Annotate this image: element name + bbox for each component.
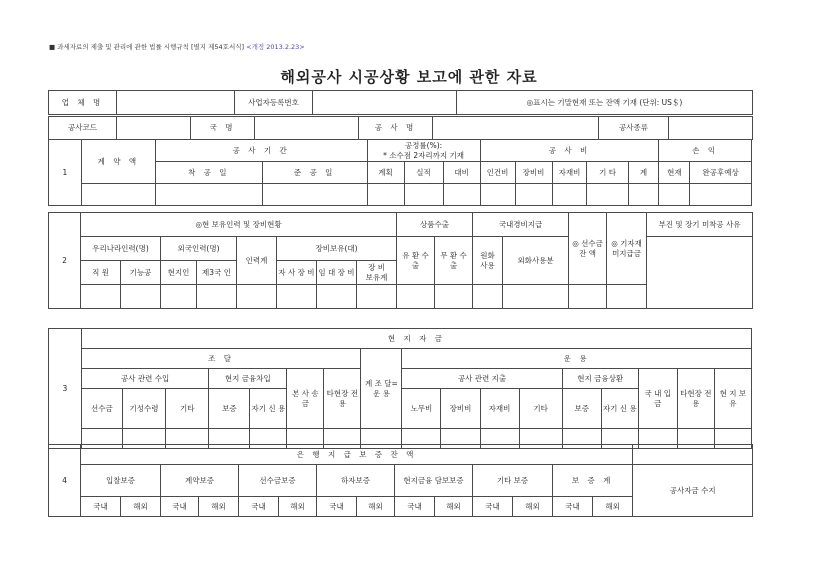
actual-field[interactable] [404, 184, 443, 206]
current-label: 현재 [659, 162, 690, 184]
revision-note: <개정 2013.2.23> [246, 43, 305, 51]
equip-total-field[interactable] [357, 285, 397, 309]
advance-bond-label: 선수금보증 [239, 465, 317, 497]
project-code-field[interactable] [117, 117, 191, 140]
third-country-field[interactable] [197, 285, 237, 309]
local-finance-bond-overseas: 해외 [435, 497, 473, 517]
bid-bond-overseas: 해외 [121, 497, 161, 517]
project-expense-label: 공사 관련 지출 [402, 369, 562, 389]
technician-label: 기능공 [121, 261, 161, 285]
employee-field[interactable] [81, 285, 121, 309]
section-3-local-funds [48, 328, 752, 449]
expected-label: 완공후예상 [690, 162, 752, 184]
contract-amount-label: 계 약 액 [81, 140, 155, 184]
country-label: 국 명 [191, 117, 255, 140]
procurement-label: 조 달 [81, 349, 360, 369]
fx-remit-field[interactable] [503, 285, 569, 309]
advance-label: 선수금 [81, 389, 122, 429]
won-use-field[interactable] [473, 285, 503, 309]
project-name-field[interactable] [433, 117, 599, 140]
section-1-contract [48, 139, 752, 206]
law-reference-text: ■ 과세자료의 제출 및 관리에 관한 법률 시행규칙 [별지 제54호서식] [49, 43, 245, 51]
korean-staff-label: 우리나라인력(명) [81, 237, 161, 261]
paid-export-label: 유 환 수 출 [397, 237, 435, 285]
end-date-field[interactable] [262, 184, 367, 206]
contract-amount-field[interactable] [81, 184, 155, 206]
company-name-field[interactable] [117, 91, 235, 115]
operation-label: 운 용 [402, 349, 752, 369]
project-income-label: 공사 관련 수입 [81, 369, 208, 389]
other-cost-label: 기 타 [587, 162, 628, 184]
leased-equip-label: 임 대 장 비 [317, 261, 357, 285]
progress-note: * 소수점 2자리까지 기재 [383, 150, 465, 160]
bid-bond-label: 입찰보증 [81, 465, 161, 497]
bond-total-label: 보 증 계 [553, 465, 633, 497]
actual-label: 실적 [404, 162, 443, 184]
material-label: 자재비 [480, 389, 519, 429]
total-cost-label: 계 [628, 162, 659, 184]
local-finance-bond-label: 현지금융 담보보증 [395, 465, 473, 497]
progress-label [367, 140, 480, 162]
plan-field[interactable] [367, 184, 404, 206]
other-bond-overseas: 해외 [513, 497, 553, 517]
other-site-label: 타현장 전 용 [324, 369, 361, 429]
free-export-label: 무 환 수 출 [435, 237, 473, 285]
other-bond-label: 기타 보증 [473, 465, 553, 497]
advance-bond-overseas: 해외 [279, 497, 317, 517]
progress-title: 공정률(%): [404, 140, 443, 150]
warranty-bond-label: 하자보증 [317, 465, 395, 497]
own-equip-label: 자 사 장 비 [277, 261, 317, 285]
section-4-number: 4 [49, 445, 81, 517]
delay-reason-field[interactable] [647, 237, 753, 309]
advance-balance-field[interactable] [569, 285, 607, 309]
project-code-label: 공사코드 [49, 117, 117, 140]
vs-field[interactable] [443, 184, 480, 206]
third-country-label: 제3국 인 [197, 261, 237, 285]
advance-bond-domestic: 국내 [239, 497, 279, 517]
section-2-number: 2 [49, 213, 81, 309]
workforce-label: ◎현 보유인력 및 장비현황 [81, 213, 397, 237]
project-type-field[interactable] [669, 117, 753, 140]
progress-pay-label: 기성수령 [122, 389, 165, 429]
period-label: 공 사 기 간 [155, 140, 367, 162]
technician-field[interactable] [121, 285, 161, 309]
domestic-deposit-label: 국 내 입 금 [638, 369, 677, 429]
advance-balance-label: ◎ 선수금 잔 액 [569, 213, 607, 285]
biz-reg-no-label: 사업자등록번호 [235, 91, 313, 115]
section-1-number: 1 [49, 140, 82, 206]
law-reference [49, 42, 305, 51]
total-cost-field[interactable] [628, 184, 659, 206]
performance-bond-domestic: 국내 [161, 497, 199, 517]
repay-guarantee-label: 보증 [562, 389, 601, 429]
other-site-use-label: 타현장 전 용 [677, 369, 714, 429]
employee-label: 직 원 [81, 261, 121, 285]
equipment-label: 장비보유(대) [277, 237, 397, 261]
local-funds-label: 현 지 자 금 [81, 329, 751, 349]
section-4-bank-guarantee [48, 444, 753, 517]
bank-guarantee-label: 은 행 지 급 보 증 잔 액 [81, 445, 633, 465]
foreign-staff-label: 외국인력(명) [161, 237, 237, 261]
labor-cost-label: 인건비 [480, 162, 515, 184]
section-2-workforce [48, 212, 753, 309]
cost-label: 공 사 비 [480, 140, 659, 162]
staff-total-label: 인력계 [237, 237, 277, 285]
vs-label: 대비 [443, 162, 480, 184]
section-3-number: 3 [49, 329, 82, 449]
uncollected-field[interactable] [607, 285, 647, 309]
hq-remit-label: 본 사 송 금 [287, 369, 324, 429]
local-repay-label: 현지 금융상환 [562, 369, 638, 389]
labor-label: 노무비 [402, 389, 441, 429]
form-title: 해외공사 시공상황 보고에 관한 자료 [280, 68, 538, 86]
equip-total-label: 장 비 보유계 [357, 261, 397, 285]
income-other-label: 기타 [166, 389, 209, 429]
other-bond-domestic: 국내 [473, 497, 513, 517]
expected-field[interactable] [690, 184, 752, 206]
local-hold-label: 현 지 보 유 [714, 369, 751, 429]
equip-cost-label: 장비비 [515, 162, 552, 184]
current-field[interactable] [659, 184, 690, 206]
export-import-label: 상품수출 [397, 213, 473, 237]
local-finance-bond-domestic: 국내 [395, 497, 435, 517]
project-info-row [48, 116, 753, 140]
project-name-label: 공 사 명 [359, 117, 433, 140]
start-date-field[interactable] [155, 184, 262, 206]
fund-balance-label: 공사자금 수지 [633, 465, 753, 517]
local-staff-field[interactable] [161, 285, 197, 309]
bank-guarantee-blank [633, 445, 753, 465]
borrow-guarantee-label: 보증 [209, 389, 250, 429]
company-info-row [48, 90, 753, 115]
warranty-bond-overseas: 해외 [357, 497, 395, 517]
start-date-label: 착 공 일 [155, 162, 262, 184]
repay-self-credit-label: 자기 신 용 [601, 389, 638, 429]
labor-cost-field[interactable] [480, 184, 515, 206]
borrow-self-credit-label: 자기 신 용 [250, 389, 287, 429]
delay-reason-label: 부진 및 장기 미착공 사유 [647, 213, 753, 237]
fx-remit-label: 외화사용분 [503, 237, 569, 285]
domestic-expense-label: 국내경비지급 [473, 213, 569, 237]
bond-total-overseas: 해외 [593, 497, 633, 517]
material-cost-field[interactable] [552, 184, 587, 206]
paid-export-field[interactable] [397, 285, 435, 309]
equip-cost-field[interactable] [515, 184, 552, 206]
material-cost-label: 자재비 [552, 162, 587, 184]
unit-note: ◎표시는 기말현재 또는 잔액 기재 (단위: US＄) [457, 91, 753, 115]
performance-bond-overseas: 해외 [199, 497, 239, 517]
bond-total-domestic: 국내 [553, 497, 593, 517]
total-eq-label: 계 조 달=운 용 [361, 349, 402, 429]
leased-equip-field[interactable] [317, 285, 357, 309]
bid-bond-domestic: 국내 [81, 497, 121, 517]
local-staff-label: 현지인 [161, 261, 197, 285]
own-equip-field[interactable] [277, 285, 317, 309]
free-export-field[interactable] [435, 285, 473, 309]
country-field[interactable] [255, 117, 359, 140]
expense-other-label: 기타 [519, 389, 562, 429]
uncollected-label: ◎ 기자재 미지급금 [607, 213, 647, 285]
won-use-label: 원화 사용 [473, 237, 503, 285]
plan-label: 계획 [367, 162, 404, 184]
staff-total-field[interactable] [237, 285, 277, 309]
project-type-label: 공사종류 [599, 117, 669, 140]
performance-bond-label: 계약보증 [161, 465, 239, 497]
end-date-label: 준 공 일 [262, 162, 367, 184]
biz-reg-no-field[interactable] [313, 91, 457, 115]
local-borrow-label: 현지 금융차입 [209, 369, 287, 389]
company-name-label: 업 체 명 [49, 91, 117, 115]
warranty-bond-domestic: 국내 [317, 497, 357, 517]
equip-label: 장비비 [441, 389, 480, 429]
other-cost-field[interactable] [587, 184, 628, 206]
profit-loss-label: 손 익 [659, 140, 752, 162]
